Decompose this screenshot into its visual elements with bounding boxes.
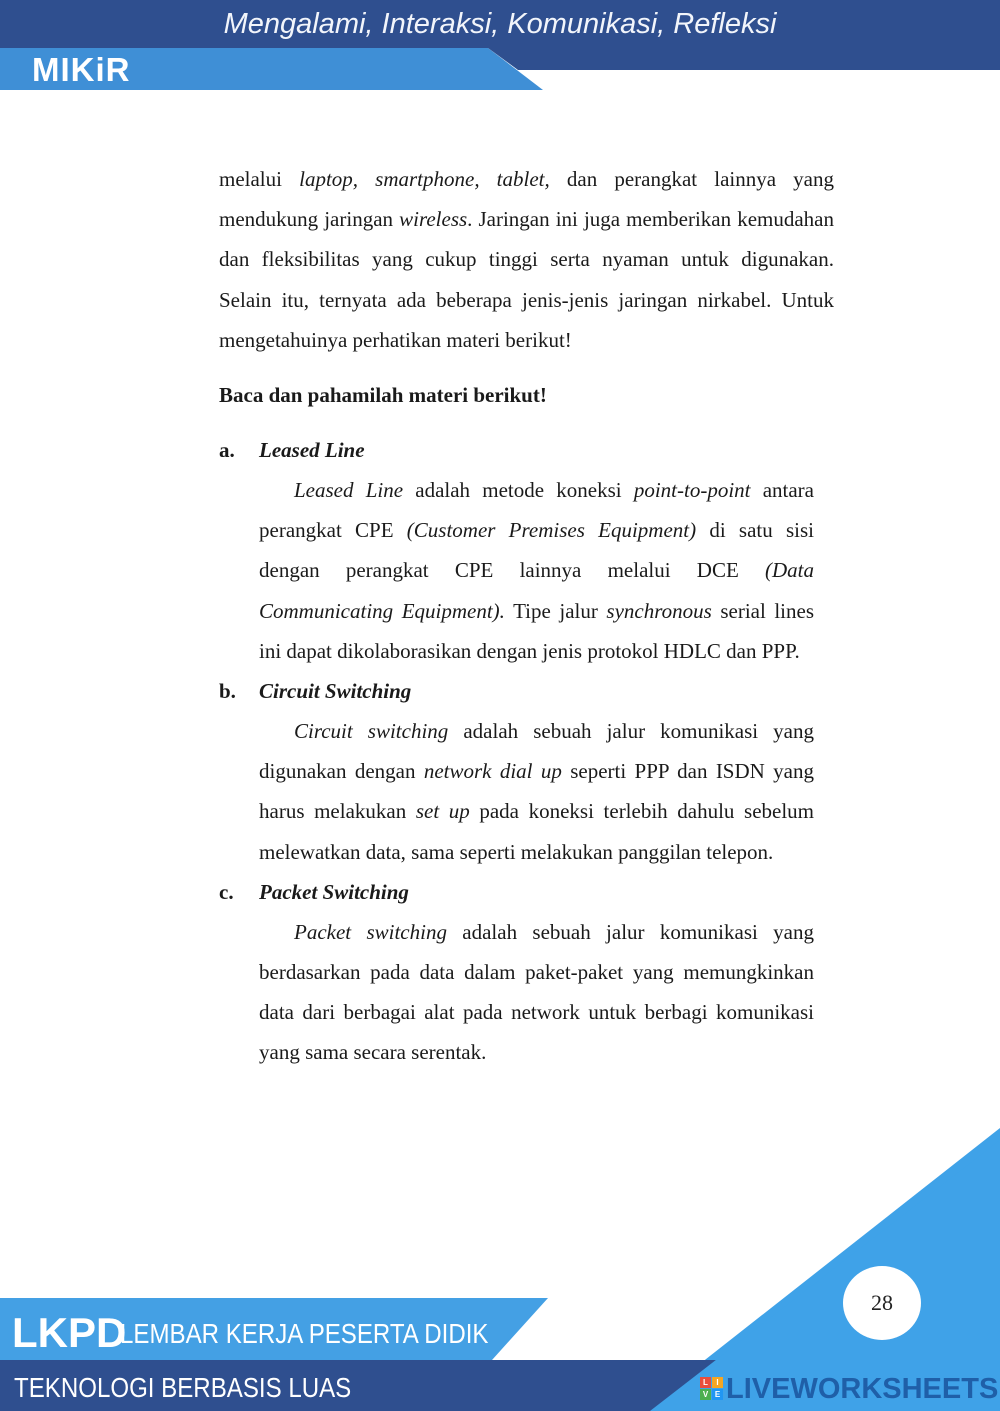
b-text-3: pada koneksi terlebih dahulu sebelum melewatkan data, sama seperti melakukan panggilan telepon. [259,799,815,864]
lkpd-logo-text: LKPD [12,1309,127,1356]
intro-text-2: dan perangkat lainnya yang mendukung jaringan [219,167,834,232]
item-body-c [259,912,814,1073]
item-body-a [259,470,814,671]
program-name: TEKNOLOGI BERBASIS LUAS [14,1372,352,1403]
a-text-4: Tipe jalur [504,598,607,623]
intro-text-1: melalui [219,167,300,191]
a-italic-5: synchronous [606,598,712,623]
b-text-2: seperti PPP dan ISDN yang harus melakukan [259,759,814,824]
a-text-2: antara perangkat CPE [259,478,815,543]
b-italic-2: network dial up [423,759,562,784]
list-item-circuit-switching [219,671,814,872]
intro-italic-1: laptop, smartphone, tablet, [299,167,550,191]
instruction-heading: Baca dan pahamilah materi berikut! [219,383,547,408]
page-number: 28 [843,1266,921,1340]
c-text-1: adalah sebuah jalur komunikasi yang berdasarkan pada data dalam paket-paket yang memungkinkan data dari berbagai alat pada network untuk berbagi komunikasi yang sama secara serentak. [259,919,814,1065]
mikir-badge: MIKiR [32,51,131,88]
b-italic-3: set up [415,799,470,824]
header-title: Mengalami, Interaksi, Komunikasi, Refleksi [223,8,777,40]
liveworksheets-text: LIVEWORKSHEETS [726,1373,999,1405]
a-italic-3: (Customer Premises Equipment) [406,518,697,543]
item-title-a [219,430,814,470]
list-item-packet-switching [219,872,814,1073]
intro-italic-2: wireless [399,207,468,232]
intro-paragraph [219,159,834,360]
c-italic-1: Packet switching [294,919,447,944]
item-title-b [219,671,814,711]
liveworksheets-watermark [700,1371,999,1407]
item-title-text-a: Leased Line [259,438,365,463]
item-letter-b: b. [219,679,236,704]
header-ribbon-shadow [488,48,1000,70]
item-letter-c: c. [219,879,234,904]
item-body-b [259,711,814,872]
list-item-leased-line [219,430,814,671]
a-text-5: serial lines ini dapat dikolaborasikan dengan jenis protokol HDLC dan PPP. [259,598,815,663]
a-text-3: di satu sisi dengan perangkat CPE lainnya melalui DCE [259,518,814,583]
logo-letter-l: L [700,1377,711,1388]
item-title-text-b: Circuit Switching [259,679,412,704]
footer-decoration [0,1120,1000,1411]
logo-letter-i: I [712,1377,723,1388]
item-title-c [219,872,814,912]
a-italic-2: point-to-point [633,478,751,503]
lkpd-subtitle: LEMBAR KERJA PESERTA DIDIK [120,1318,489,1349]
a-text-1: adalah metode koneksi [403,478,634,503]
b-text-1: adalah sebuah jalur komunikasi yang digunakan dengan [259,719,814,784]
page-content [219,159,834,1073]
logo-letter-e: E [712,1389,723,1400]
a-italic-4: (Data Communicating Equipment). [259,558,814,623]
intro-text-3: . Jaringan ini juga memberikan kemudahan dan fleksibilitas yang cukup tinggi serta nyaman untuk digunakan. Selain itu, ternyata ada beberapa jenis-jenis jaringan nirkabel. Untuk mengetahuinya perhatikan materi berikut! [219,207,834,352]
logo-letter-v: V [700,1389,711,1400]
item-letter-a: a. [219,438,235,463]
b-italic-1: Circuit switching [294,719,449,744]
item-title-text-c: Packet Switching [259,879,409,904]
a-italic-1: Leased Line [294,478,404,503]
liveworksheets-logo-icon [700,1377,724,1401]
